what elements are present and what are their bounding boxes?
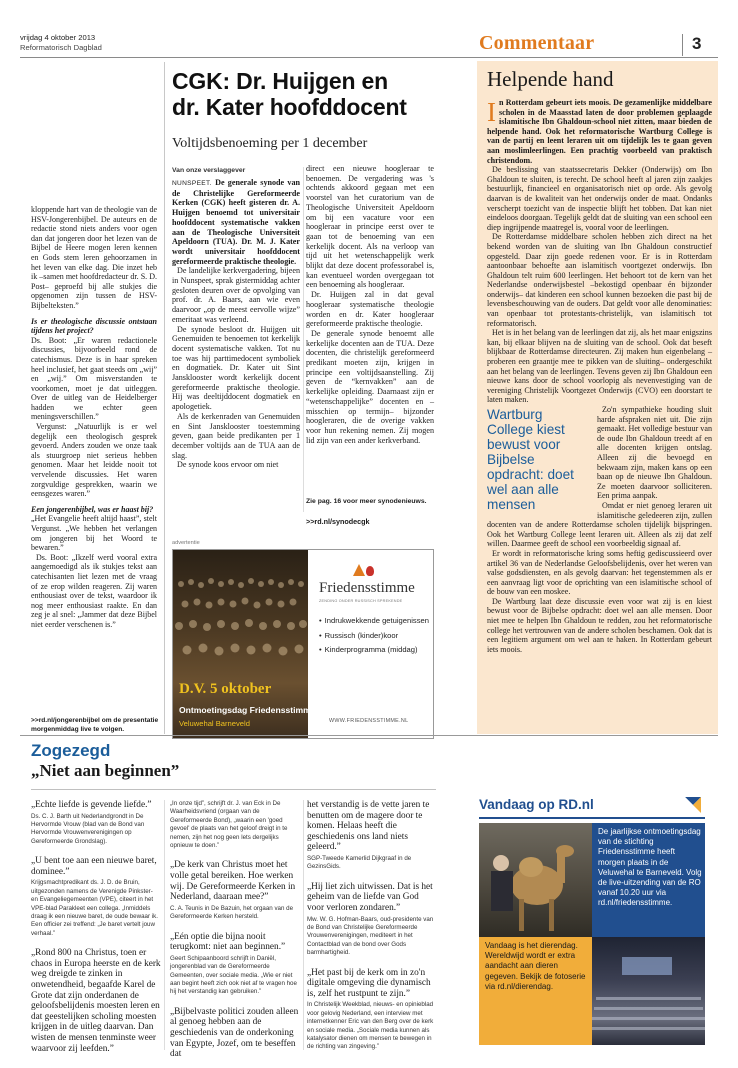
zogezegd-column-3: [307, 800, 437, 1062]
camel-icon: [479, 823, 592, 937]
zogezegd-column-1: [31, 800, 161, 1064]
zogezegd-quote-text: „De kerk van Christus moet het volle getal bereiken. Hoe werken wij. De Gereformeerde Kerken in Nederland, daaraan mee?”: [170, 860, 296, 903]
rd-box-rule: [479, 817, 705, 819]
zogezegd-quote-source: Krijgsmachtpredikant ds. J. D. de Bruin, uitgezonden namens de Verenigde Pinkster- en Evangeliegemeenten (VPE), citeert in het VPE-blad Parakleet een collega. „Inmiddels draag ik een nieuwe baret, de oude bewaar ik. Een officier zei treffend: „Je baret vertelt jouw verhaal.”: [31, 879, 158, 937]
zogezegd-quote-text: „In onze tijd”, schrijft dr. J. van Eck in De Waarheidsvriend (orgaan van de Gereformeerde Bond), „waarin een 'goed gevoel' de plaats van het geloof dreigt in te nemen, zijn het nog geen lets dergelijks opnieuw te doen.”: [170, 800, 288, 850]
advert-bullet-text: Kinderprogramma (middag): [324, 645, 418, 654]
editorial-title: Helpende hand: [487, 67, 614, 91]
zogezegd-quote-source: Ds. C. J. Barth uit Nederlandgrondt in De Hervormde Vrouw (blad van de Bond van Hervormde Vrouwenverenigingen op Gereformeerde Grondslag).: [31, 812, 145, 845]
zogezegd-quote-text: „U bent toe aan een nieuwe baret, dominee.”: [31, 856, 157, 877]
zogezegd-subtitle: „Niet aan beginnen”: [31, 761, 180, 780]
rd-box-title: Vandaag op RD.nl: [479, 797, 594, 812]
article-headline-line2: dr. Kater hoofddocent: [172, 94, 407, 120]
advert-logo-icon: [353, 564, 365, 576]
zogezegd-quote-text: „Bijbelvaste politici zouden alleen al genoeg hebben aan de geschiedenis van de onderkoning van Egypte, Jozef, om te beseffen dat: [170, 1006, 299, 1060]
article-headline: [172, 68, 434, 120]
interview-divider: [164, 62, 165, 734]
article-paragraph: [172, 178, 300, 266]
advert-box[interactable]: [172, 549, 434, 739]
zogezegd-quote: [170, 932, 300, 997]
page-number-divider: [682, 34, 683, 56]
article-column-1: [172, 178, 300, 470]
rd-box-text1[interactable]: De jaarlijkse ontmoetingsdag van de stichting Friedensstimme heeft morgen plaats in de Veluwehal te Barneveld. Volg de live-uitzending van de RO vanaf 10.20 uur via rd.nl/friedensstimme.: [598, 827, 702, 908]
advert-brand-tag: ZENDING ONDER RUSSISCH SPREKENDE: [319, 599, 403, 603]
zogezegd-quote-source: Geert Schipaanboord schrijft in Daniël, jongerenblad van de Gereformeerde Gemeenten, over sociale media. „Wie er niet aan begint heeft zich ook niet af te vragen hoe hij het verstandig kan gebruiken.”: [170, 954, 297, 996]
zogezegd-quote: [170, 1007, 300, 1060]
article-headline-line1: CGK: Dr. Huijgen en: [172, 68, 388, 94]
article-dateline: NUNSPEET.: [172, 180, 216, 187]
editorial-pullquote: Wartburg College kiest bewust voor Bijbelse opdracht: doet wel aan alle mensen: [487, 407, 574, 512]
editorial-paragraph: Er wordt in reformatorische kring soms heftig gediscussieerd over artikel 36 van de Nederlandse Geloofsbelijdenis, over het weren van valse godsdiensten, en als gevolg daarvan: het tegenstemmen als er een aanvraag ligt voor de oprichting van een islamitische school of de bouw van een moskee.: [487, 548, 712, 597]
zogezegd-quote-source: C. A. Teunis in De Bazuin, het orgaan van de Gereformeerde Kerken hersteld.: [170, 904, 294, 921]
interview-question: Een jongerenbijbel, was er haast bij?: [31, 504, 154, 514]
page-number: 3: [692, 34, 702, 53]
interview-paragraph: Vergunst: „Natuurlijk is er wel degelijk een theologisch gesprek gevoerd. Anders zouden we onze taak als stuurgroep niet serieus hebben genomen. Maar het leidde nooit tot vervelende discussies. Het waren zorgvuldige gesprekken, waarin we eensgezes waren.”: [31, 422, 157, 499]
rd-logo-icon: [684, 796, 702, 814]
article-column-divider: [303, 167, 304, 512]
editorial-paragraph: De Wartburg laat deze discussie even voor wat zij is en kiest bewust voor de Bijbelse opdracht: doet wel aan alle mensen. Door niet mee te helpen Ibn Ghaldoun te redden, zou het reformatorische college het vertrouwen van de andere scholen beschamen. Ook dat is een legitiem argument om wel aan te haken. In Rotterdam gebeurt iets moois.: [487, 596, 712, 654]
zogezegd-quote-source: SGP-Tweede Kamerlid Dijkgraaf in de GezinsGids.: [307, 854, 412, 871]
editorial-paragraph: Zo'n sympathieke houding sluit harde afspraken niet uit. Die zijn gemaakt. Het volledige bestuur van de oude Ibn Ghaldoun treedt af en alle docenten krijgen ontslag. Alleen zij die bevoegd en bekwaam zijn, maken kans op een baan op de nieuwe Ibn Ghaldoun. Ze moeten daarvoor solliciteren. Een prima aanpak.: [597, 405, 712, 501]
interview-column: [31, 205, 157, 630]
zogezegd-divider-2: [303, 800, 304, 1050]
interview-paragraph: Ds. Boot: „Ikzelf werd vooral extra aangemoedigd als ik stukjes tekst aan catechisanten liet lezen met de vraag of ze erop wilden reageren. Zij waren enthousiast over de tekst, waardoor ik nog meer enthousiast raakte. En dan zeg je al snel: „Jammer dat deze Bijbel niet eerder verschenen is.”: [31, 552, 157, 629]
bullet-icon: •: [319, 616, 322, 625]
article-paragraph: Dr. Huijgen zal in dat geval hoogleraar systematische theologie worden en dr. Kater hoogleraar gereformeerde praktische theologie.: [306, 290, 434, 329]
article-paragraph: Als de kerkenraden van Genemuiden en Sint Jansklooster toestemming geven, gaan beide predikanten per 1 december voltijds aan de TUA aan de slag.: [172, 411, 300, 460]
zogezegd-quote: [170, 860, 300, 921]
interview-link[interactable]: >>rd.nl/jongerenbijbel om de presentatie morgenmiddag live te volgen.: [31, 717, 159, 733]
editorial-paragraph: De beslissing van staatssecretaris Dekker (Onderwijs) om Ibn Ghaldoun te sluiten, is terecht. De school heeft al jaren zijn zaakjes bestuurlijk, financieel en organisatorisch niet op orde. Als gevolg daarvan is de kwaliteit van het onderwijs onder de maat. Ondanks verscherpt toezicht van de inspectie blijft het tobben. Dat kan niet eindeloos doorgaan. Tegelijk geldt dat de sluiting van een school een diep ingrijpende maatregel is, vooral voor de leerlingen.: [487, 165, 712, 232]
article-subtitle: Voltijdsbenoeming per 1 december: [172, 136, 368, 151]
zogezegd-quote-text: „Hij liet zich uitwissen. Dat is het geheim van de liefde van God voor verloren zondaren.”: [307, 881, 433, 913]
zogezegd-quote: [307, 800, 437, 872]
article-column-2: [306, 164, 434, 445]
advert-line2: Veluwehal Barneveld: [179, 719, 250, 728]
advert-bullet-text: Russisch (kinder)koor: [324, 630, 399, 640]
advert-bullet: [319, 643, 431, 658]
zogezegd-quote-source: In Christelijk Weekblad, nieuws- en opinieblad voor gelovig Nederland, een interview met internetkenner Eric van den Berg over de kerk en sociale media. „Sociale media kunnen als katalysator dienen om mensen te bewegen in de richting van zingeving.”: [307, 1001, 434, 1051]
article-byline: Van onze verslaggever: [172, 167, 246, 174]
masthead-paper: Reformatorisch Dagblad: [20, 43, 102, 52]
advert-label: advertentie: [172, 540, 200, 546]
zogezegd-quote-text: „Echte liefde is gevende liefde.”: [31, 800, 152, 810]
zogezegd-quote-text: „Eén optie die bijna nooit terugkomt: niet aan beginnen.”: [170, 931, 286, 953]
masthead-date: vrijdag 4 oktober 2013: [20, 33, 96, 42]
article-paragraph: De generale synode benoemt alle kerkelijke docenten aan de TUA. Deze docenten, die christelijk gereformeerd predikant moeten zijn, krijgen in principe een voltijdsaanstelling. Zij geven de “kernvakken” aan de kerkelijke opleiding. Daarnaast zijn er “wetenschappelijke” docenten en –misschien op termijn– bijzonder hoogleraren, die de overige vakken voor hun rekening nemen. Zij mogen lid zijn van een ander kerkverband.: [306, 328, 434, 445]
article-paragraph: De landelijke kerkvergadering, bijeen in Nunspeet, sprak gistermiddag achter gesloten deuren over de opvolging van prof. dr. A. Baars, aan wie even daarvoor „op de meest eervolle wijze” emeritaat was verleend.: [172, 266, 300, 324]
zogezegd-quote: [31, 948, 161, 1054]
editorial-intro: n Rotterdam gebeurt iets moois. De gezamenlijke middelbare scholen in de Maasstad laten de door problemen geplaagde islamitische Ibn Ghaldoun-school niet zitten, maar bieden de helpende hand. Ook het reformatorische Wartburg College is van de partij en leent leraren uit om tijdelijk les te gaan geven aan moslimleerlingen. Een prachtig voorbeeld van praktisch christendom.: [487, 98, 712, 165]
advert-brand: Friedensstimme: [319, 580, 415, 596]
interview-paragraph: kloppende hart van de theologie van de HSV-Jongerenbijbel. De auteurs en de redactie stond niets anders voor ogen dan dat jongeren door het lezen van de Bijbel de Heere mogen leren kennen en Gods stem leren gehoorzamen in het leven van elke dag. Die inzet heb ik –samen met hoofdredacteur dr. S. D. Post– geproefd bij alle stukjes die opgenomen zijn tussen de HSV-Bijbelteksten.”: [31, 205, 157, 310]
interview-paragraph: Ds. Boot: „Er waren redactionele discussies, bijvoorbeeld rond de catechismus. Deze is in haar spreken heel inclusief, het gaat steeds om „wij” en „wij.” Om misverstanden te voorkomen, moet je dat uitleggen. Over de uitleg van de Heidelberger hadden we echter geen meningsverschillen.”: [31, 335, 157, 422]
zogezegd-quote: [31, 856, 161, 938]
advert-photo: [173, 550, 319, 739]
article-footer-ref: Zie pag. 16 voor meer synodenieuws.: [306, 498, 427, 505]
zogezegd-quote: [307, 882, 437, 958]
article-lead: De generale synode van de Christelijke Gereformeerde Kerken (CGK) heeft gisteren dr. A. Huijgen benoemd tot universitair hoofddocent systematische vakken aan de Theologische Universiteit Apeldoorn (TUA). Dr. M. J. Kater wordt universitair hoofddocent gereformeerde praktische theologie.: [172, 178, 300, 266]
advert-bullets: [319, 614, 431, 658]
rd-box[interactable]: [479, 797, 711, 1049]
advert-logo-flame-icon: [366, 566, 374, 576]
article-paragraph: De synode koos ervoor om niet: [177, 460, 279, 470]
editorial-paragraph: Het is in het belang van de leerlingen dat zij, als het maar enigszins kan, bij elkaar blijven na de sluiting van de school. Ook dat beseft blijkbaar de Rotterdamse directeuren. Zij maken hun eigenbelang –proberen een graantje mee te pikken van de sluiting– ondergeschikt aan het belang van de leerlingen. Tevens geven zij Ibn Ghaldoun een nieuwe kans door de school voorlopig als nevenvestiging van de vereniging Christelijk Voortgezet Onderwijs (CVO) een doorstart te laten maken.: [487, 328, 712, 405]
article-paragraph: De synode besloot dr. Huijgen uit Genemuiden te benoemen tot kerkelijk docent systematische vakken. Tot nu toe was hij parttimedocent symboliek en dogmatiek. Dr. Kater uit Sint Jansklooster wordt kerkelijk docent gereformeerde praktische theologie. Hij was deeltijddocent dogmatiek en apologetiek.: [172, 324, 300, 412]
zogezegd-title: Zogezegd: [31, 741, 111, 760]
zogezegd-quote-text: „Het past bij de kerk om in zo'n digitale omgeving die dynamisch is, zelf het rustpunt te zijn.”: [307, 967, 431, 999]
interview-question: Is er theologische discussie ontstaan tijdens het project?: [31, 316, 157, 336]
editorial-body: [487, 98, 712, 654]
editorial-paragraph: Omdat er niet genoeg leraren uit islamitische geledeeren zijn, zullen docenten van de andere Rotterdamse scholen tijdelijk bijspringen. Ook het Wartburg College leent leraren uit. Alleen als zij dat zelf willen. Daarmee geeft de school een voorbeeldig signaal af.: [487, 500, 712, 549]
zogezegd-quote-text: „Rond 800 na Christus, toen er chaos in Europa heerste en de kerk weg dreigde te zinken in onwetendheid, begaafde Karel de Grote dat zijn onderdanen de geloofsbelijdenis moesten leren en dat geestelijken scholing moesten krijgen in de uitleg daarvan. Dan wisten de mensen tenminste weer waarvoor zij leefden.”: [31, 948, 161, 1054]
hall-photo: [592, 937, 705, 1045]
rd-box-text2[interactable]: Vandaag is het dierendag. Wereldwijd wordt er extra aandacht aan dieren gegeven. Bekijk de fotoserie via rd.nl/dierendag.: [485, 941, 586, 991]
zogezegd-quote-source: Mw. W. G. Hofman-Baars, oud-presidente van de Bond van Christelijke Gereformeerde Vrouwenverenigingen, mediteert in het Contactblad van de bond over Gods barmhartigheid.: [307, 915, 434, 957]
section-title: Commentaar: [479, 32, 595, 54]
crowd-hall-icon: [592, 937, 705, 1045]
header-rule: [20, 57, 718, 58]
article-link[interactable]: >>rd.nl/synodecgk: [306, 517, 370, 526]
advert-url[interactable]: WWW.FRIEDENSSTIMME.NL: [329, 718, 409, 724]
article-paragraph: direct een nieuwe hoogleraar te benoemen. De vergadering was 's ochtends akkoord gegaan met een voorstel van het curatorium van de Theologische Universiteit Apeldoorn om bij een vacature voor een hoogleraar in principe eerst over te gaan tot de benoeming van een kerkelijk docent. Als na verloop van tijd uit het wetenschappelijk werk blijkt dat deze docent professorabel is, kan eventueel worden overgegaan tot een benoeming als hoogleraar.: [306, 164, 434, 290]
advert-bullet: [319, 629, 431, 644]
editorial-paragraph: De Rotterdamse middelbare scholen hebben zich direct na het bekend worden van de sluiting van Ibn Ghaldoun constructief opgesteld. Daar zijn goede redenen voor. Er is in Rotterdam aantoonbaar behoefte aan islamitisch voortgezet onderwijs. Ibn Ghaldoun telt ruim 600 leerlingen. Het behoort tot de kern van het Nederlandse onderwijsbestel –bekostigd openbaar én bijzonder onderwijs– dat kinderen een school kunnen bezoeken die past bij de levensbeschouwing van de ouders. Dat geldt voor alle denominaties: van openbaar tot protestants-christelijk, van islamitisch tot reformatorisch.: [487, 232, 712, 328]
choir-crowd-illustration: [173, 564, 308, 684]
zogezegd-quote: [31, 800, 161, 846]
camel-photo: [479, 823, 592, 937]
bullet-icon: •: [319, 645, 322, 654]
zogezegd-rule: [31, 789, 436, 790]
zogezegd-top-rule: [20, 735, 718, 736]
bullet-icon: •: [319, 630, 322, 640]
zogezegd-quote-text: het verstandig is de vette jaren te benutten om de magere door te komen. Helaas heeft die geschiedenis ons land niets geleerd.”: [307, 800, 430, 853]
interview-paragraph: „Het Evangelie heeft altijd haast”, stelt Vergunst. „We hebben het verlangen om jongeren bij het Woord te bewaren.”: [31, 514, 157, 553]
editorial-dropcap: I: [487, 97, 496, 127]
advert-bullet: [319, 614, 431, 629]
advert-bullet-text: Indrukwekkende getuigenissen: [324, 616, 429, 625]
advert-date: D.V. 5 oktober: [179, 681, 272, 697]
advert-line1: Ontmoetingsdag Friedensstimme!: [179, 705, 319, 715]
zogezegd-column-2: [170, 800, 300, 1068]
zogezegd-quote: [307, 968, 437, 1052]
zogezegd-divider-1: [164, 800, 165, 1050]
zogezegd-quote: [170, 800, 300, 850]
